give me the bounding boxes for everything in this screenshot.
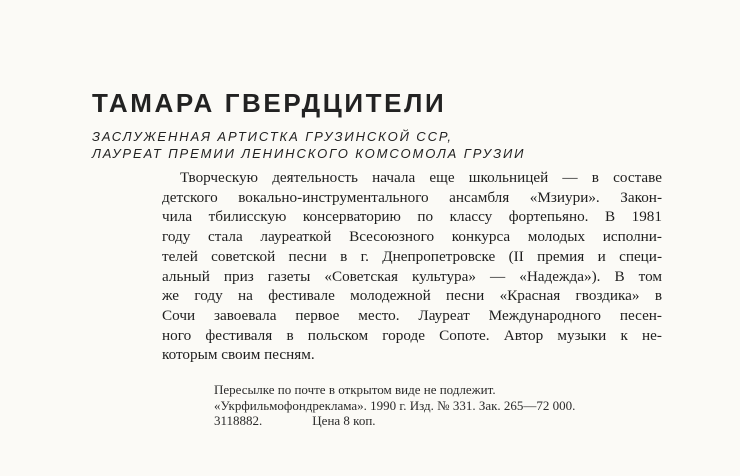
biography-line: Творческую деятельность начала еще школьницей — в составе xyxy=(180,169,662,186)
biography-line: году стала лауреаткой Всесоюзного конкурса молодых исполни- xyxy=(162,228,662,246)
biography-line: телей советской песни в г. Днепропетровске (II премия и специ- xyxy=(162,247,662,265)
imprint-footer xyxy=(214,382,575,429)
biography-line: альный приз газеты «Советская культура» — «Надежда»). В том xyxy=(162,267,662,285)
print-info-line xyxy=(214,413,575,429)
biography-line: чила тбилисскую консерваторию по классу фортепьяно. В 1981 xyxy=(162,208,662,226)
honor-title-line-1: ЗАСЛУЖЕННАЯ АРТИСТКА ГРУЗИНСКОЙ ССР, xyxy=(92,129,453,144)
honor-title-line-2: ЛАУРЕАТ ПРЕМИИ ЛЕНИНСКОГО КОМСОМОЛА ГРУЗИИ xyxy=(92,146,526,161)
price-label: Цена 8 коп. xyxy=(312,413,376,428)
artist-name-heading: ТАМАРА ГВЕРДЦИТЕЛИ xyxy=(92,88,447,118)
publisher-imprint: «Укрфильмофондреклама». 1990 г. Изд. № 331. Зак. 265—72 000. xyxy=(214,397,576,413)
postal-notice: Пересылке по почте в открытом виде не подлежит. xyxy=(214,382,496,397)
biography-line: же году на фестивале молодежной песни «Красная гвоздика» в xyxy=(162,287,662,305)
biography-line: ного фестиваля в польском городе Сопоте. Автор музыки к не- xyxy=(162,326,662,344)
biography-line: Сочи завоевала первое место. Лауреат Международного песен- xyxy=(162,306,662,324)
biography-line: которым своим песням. xyxy=(162,346,315,364)
biography-line: детского вокально-инструментального ансамбля «Мзиури». Закон- xyxy=(162,188,662,206)
biography-text xyxy=(162,168,662,365)
print-number: 3118882. xyxy=(214,413,263,428)
